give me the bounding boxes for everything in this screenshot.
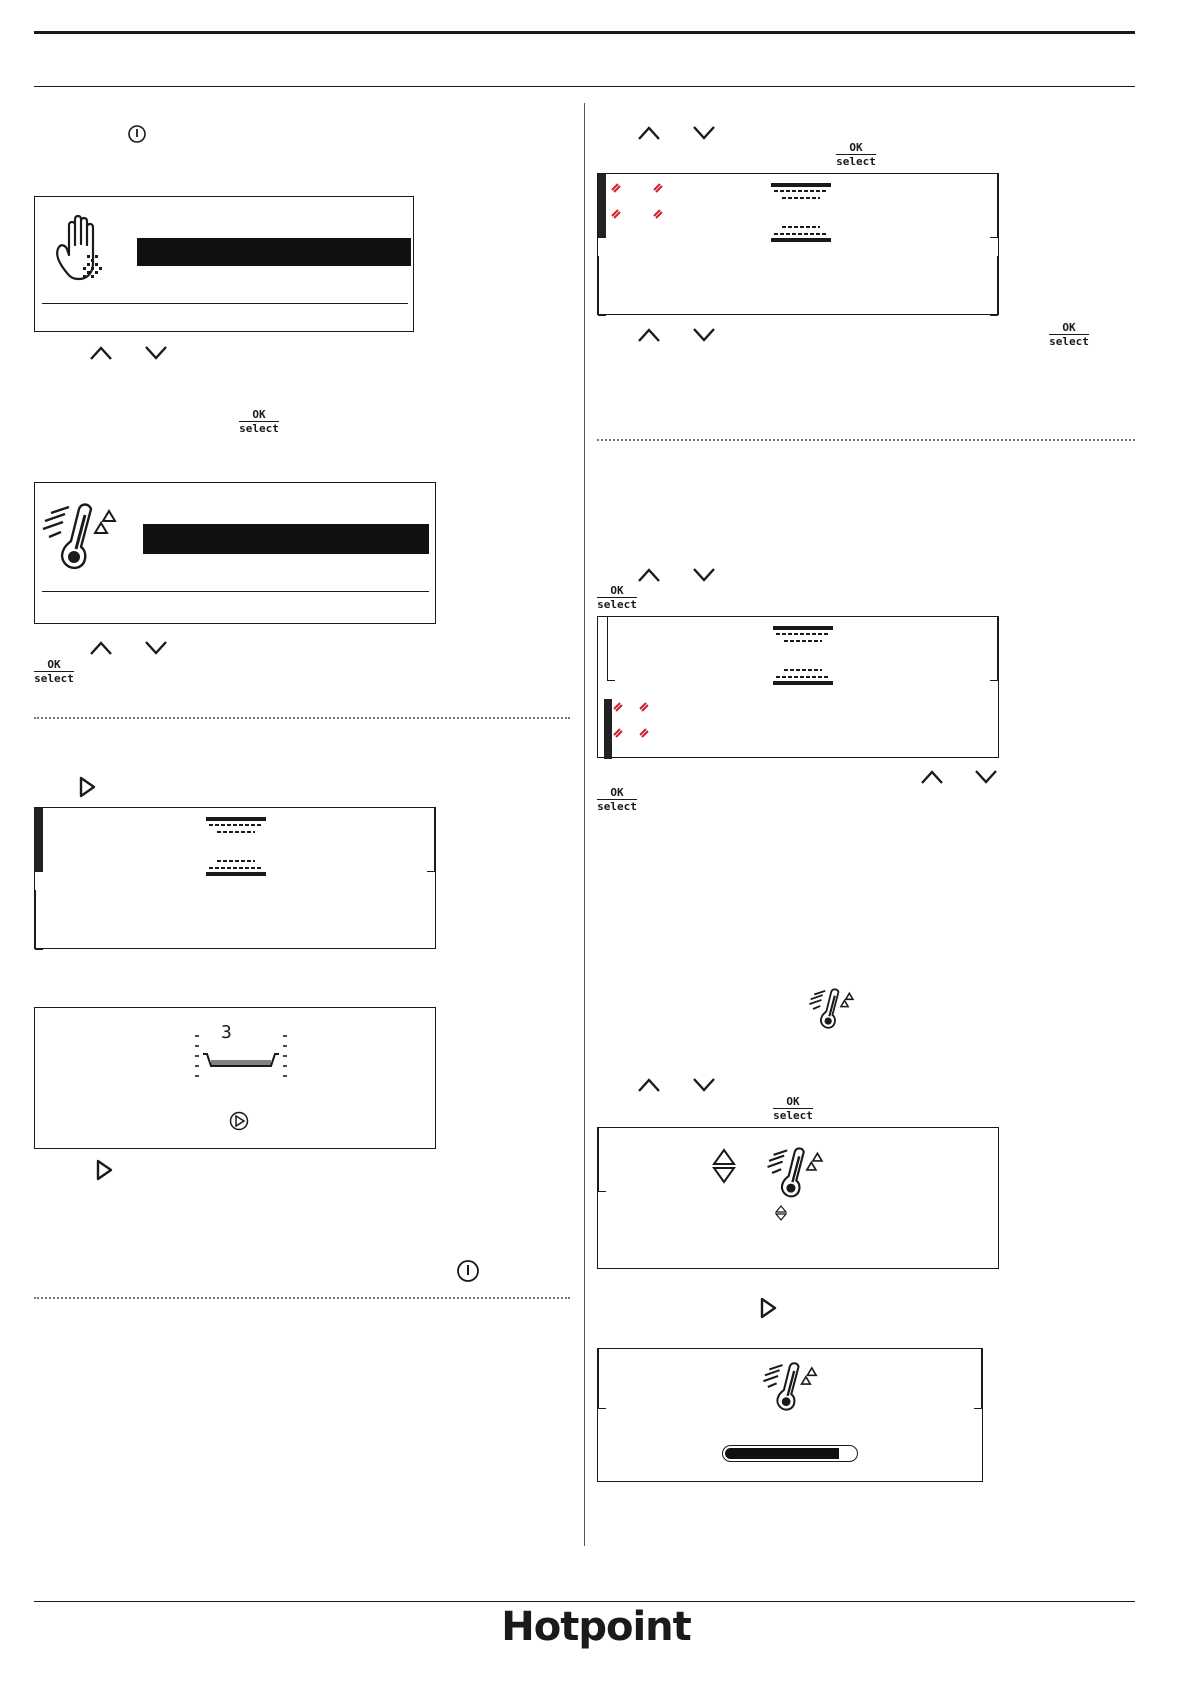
scroll-outline-left — [607, 617, 615, 681]
thermometer-fan-icon — [762, 1359, 822, 1415]
power-icon — [456, 1259, 480, 1283]
scroll-outline-right — [974, 1349, 982, 1409]
scroll-outline-right — [990, 174, 998, 238]
thermometer-fan-icon — [766, 1144, 828, 1202]
scroll-outline-right — [427, 808, 435, 872]
start-icon — [229, 1111, 249, 1131]
thermometer-panel-highlight-bar — [143, 524, 429, 554]
scroll-outline-left — [598, 256, 606, 316]
progress-bar — [722, 1445, 858, 1462]
top-bottom-heat-icon — [772, 625, 834, 691]
display-panel-thermometer-selector — [597, 1127, 999, 1269]
scroll-indicator-left — [604, 699, 612, 759]
scroll-indicator-left — [35, 808, 43, 872]
chevron-down-icon — [144, 640, 168, 656]
chevron-down-icon — [692, 125, 716, 141]
display-panel-progress — [597, 1348, 983, 1482]
section-separator — [34, 1297, 570, 1299]
section-separator — [597, 439, 1135, 441]
header-rule-thick — [34, 31, 1135, 34]
top-bottom-heat-icon — [205, 816, 267, 882]
play-icon — [78, 776, 96, 798]
ok-select-key: OK select — [597, 584, 637, 611]
header-rule-thin — [34, 86, 1135, 87]
hand-icon — [51, 211, 115, 285]
up-down-selector-icon — [712, 1148, 736, 1184]
play-icon — [759, 1297, 777, 1319]
brand-logo: Hotpoint — [501, 1604, 691, 1650]
chevron-up-icon — [89, 640, 113, 656]
chevron-up-icon — [637, 567, 661, 583]
ok-select-key: OK select — [34, 658, 74, 685]
chevron-up-icon — [637, 125, 661, 141]
chevron-down-icon — [692, 567, 716, 583]
power-icon — [127, 124, 147, 144]
scroll-outline-left — [35, 890, 43, 950]
chevron-down-icon — [692, 327, 716, 343]
chevron-up-icon — [89, 345, 113, 361]
tray-step-number: 3 — [221, 1022, 232, 1043]
level-marks-icon — [612, 701, 652, 741]
display-panel-thermometer — [34, 482, 436, 624]
footer-rule — [34, 1601, 1135, 1602]
chevron-down-icon — [974, 769, 998, 785]
tray-icon — [193, 1032, 289, 1084]
scroll-outline-right — [990, 617, 998, 681]
display-panel-levels-top-selected — [597, 173, 999, 315]
up-down-selector-icon — [775, 1205, 787, 1221]
section-separator — [34, 717, 570, 719]
progress-bar-fill — [725, 1448, 839, 1459]
chevron-down-icon — [144, 345, 168, 361]
scroll-outline-left — [598, 1349, 606, 1409]
chevron-up-icon — [920, 769, 944, 785]
scroll-outline-left — [598, 1128, 606, 1192]
thermometer-fan-icon — [41, 499, 123, 575]
ok-select-key: OK select — [836, 141, 876, 168]
display-panel-oven-levels — [34, 807, 436, 949]
thermometer-fan-icon — [808, 986, 858, 1032]
column-divider — [584, 103, 585, 1546]
scroll-indicator-left — [598, 174, 606, 238]
scroll-outline-right-lower — [990, 256, 998, 316]
display-panel-levels-bottom-selected — [597, 616, 999, 758]
ok-select-key: OK select — [773, 1095, 813, 1122]
ok-select-key: OK select — [597, 786, 637, 813]
chevron-up-icon — [637, 327, 661, 343]
chevron-up-icon — [637, 1077, 661, 1093]
ok-select-key: OK select — [1049, 321, 1089, 348]
top-bottom-heat-icon — [770, 182, 832, 248]
display-panel-hand — [34, 196, 414, 332]
level-marks-icon — [610, 182, 666, 222]
ok-select-key: OK select — [239, 408, 279, 435]
chevron-down-icon — [692, 1077, 716, 1093]
play-icon — [95, 1159, 113, 1181]
thermometer-panel-divider — [42, 591, 429, 592]
hand-panel-highlight-bar — [137, 238, 411, 266]
hand-panel-divider — [42, 303, 408, 304]
display-panel-tray — [34, 1007, 436, 1149]
